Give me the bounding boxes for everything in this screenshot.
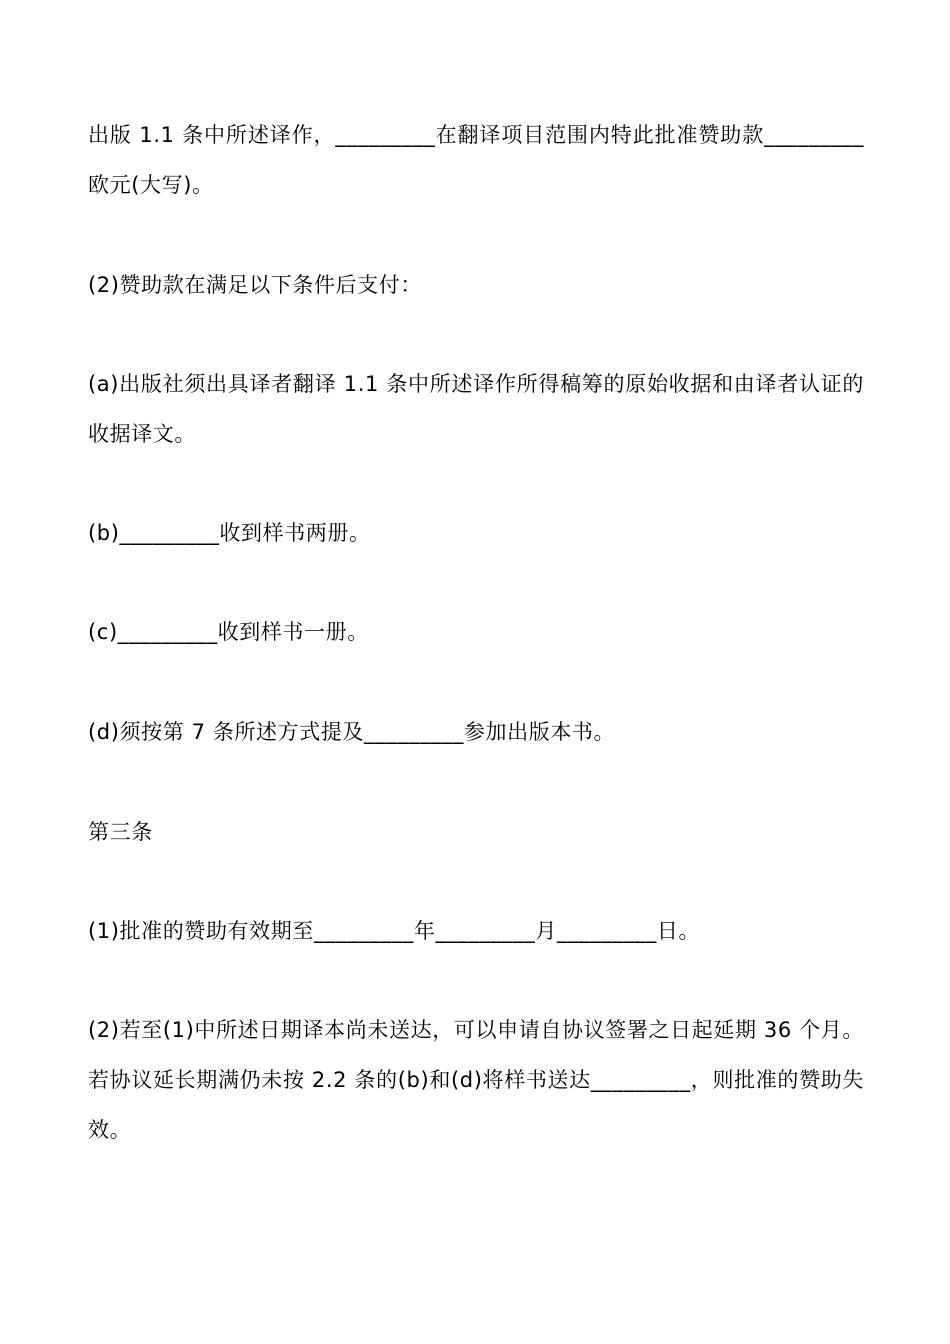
paragraph-condition-c: (c)_________收到样书一册。 xyxy=(88,620,369,644)
section-heading-article-3: 第三条 xyxy=(88,820,153,844)
paragraph-payment-conditions: (2)赞助款在满足以下条件后支付： xyxy=(88,273,422,297)
paragraph-condition-b: (b)_________收到样书两册。 xyxy=(88,521,371,545)
paragraph-condition-d: (d)须按第 7 条所述方式提及_________参加出版本书。 xyxy=(88,720,616,744)
paragraph-grant-amount: 出版 1.1 条中所述译作，_________在翻译项目范围内特此批准赞助款_________欧元(大写)。 xyxy=(88,123,864,197)
paragraph-extension: (2)若至(1)中所述日期译本尚未送达，可以申请自协议签署之日起延期 36 个月。若协议延长期满仍未按 2.2 条的(b)和(d)将样书送达_________，则批准的赞助失效。 xyxy=(88,1018,864,1142)
paragraph-condition-a: (a)出版社须出具译者翻译 1.1 条中所述译作所得稿筹的原始收据和由译者认证的收据译文。 xyxy=(88,372,864,446)
paragraph-validity-date: (1)批准的赞助有效期至_________年_________月_________日。 xyxy=(88,919,701,943)
